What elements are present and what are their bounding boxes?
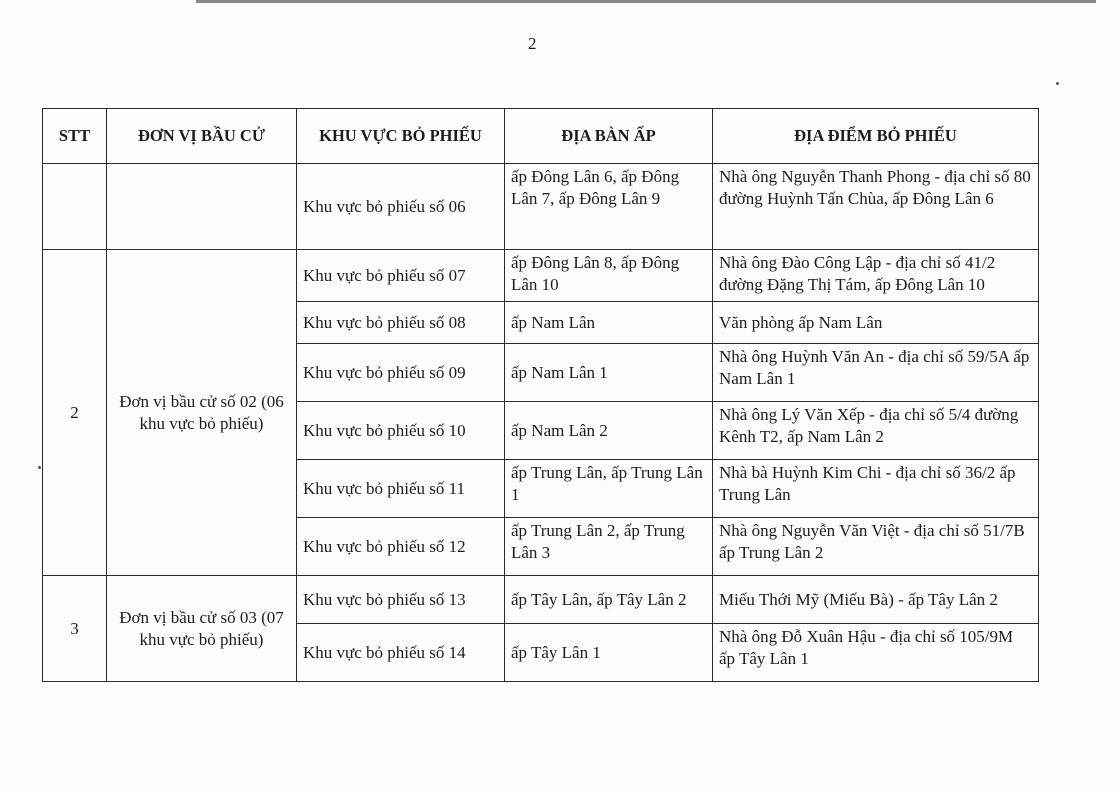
- header-stt: STT: [43, 109, 107, 164]
- cell-voting-area: Khu vực bỏ phiếu số 09: [297, 344, 505, 402]
- cell-stt: 3: [43, 576, 107, 682]
- table-row: [43, 250, 1039, 302]
- cell-stt: 2: [43, 250, 107, 576]
- cell-election-unit: Đơn vị bầu cử số 02 (06 khu vực bỏ phiếu): [107, 250, 297, 576]
- cell-hamlet: ấp Nam Lân 1: [505, 344, 713, 402]
- cell-voting-area: Khu vực bỏ phiếu số 07: [297, 250, 505, 302]
- table-header-row: [43, 109, 1039, 164]
- page-number: 2: [528, 34, 537, 53]
- scan-speck: [38, 466, 41, 469]
- cell-voting-location: Nhà ông Nguyễn Thanh Phong - địa chỉ số 80 đường Huỳnh Tấn Chùa, ấp Đông Lân 6: [713, 164, 1039, 250]
- cell-hamlet: ấp Đông Lân 8, ấp Đông Lân 10: [505, 250, 713, 302]
- cell-election-unit: Đơn vị bầu cử số 03 (07 khu vực bỏ phiếu): [107, 576, 297, 682]
- cell-voting-location: Nhà bà Huỳnh Kim Chi - địa chỉ số 36/2 ấp Trung Lân: [713, 460, 1039, 518]
- cell-voting-area: Khu vực bỏ phiếu số 14: [297, 624, 505, 682]
- cell-hamlet: ấp Nam Lân 2: [505, 402, 713, 460]
- cell-hamlet: ấp Tây Lân 1: [505, 624, 713, 682]
- header-hamlet: ĐỊA BÀN ẤP: [505, 109, 713, 164]
- cell-hamlet: ấp Trung Lân 2, ấp Trung Lân 3: [505, 518, 713, 576]
- cell-voting-area: Khu vực bỏ phiếu số 10: [297, 402, 505, 460]
- cell-voting-location: Nhà ông Lý Văn Xếp - địa chỉ số 5/4 đường Kênh T2, ấp Nam Lân 2: [713, 402, 1039, 460]
- cell-hamlet: ấp Nam Lân: [505, 302, 713, 344]
- cell-voting-area: Khu vực bỏ phiếu số 11: [297, 460, 505, 518]
- cell-voting-location: Nhà ông Đỗ Xuân Hậu - địa chỉ số 105/9M ấp Tây Lân 1: [713, 624, 1039, 682]
- cell-voting-area: Khu vực bỏ phiếu số 06: [297, 164, 505, 250]
- cell-voting-area: Khu vực bỏ phiếu số 08: [297, 302, 505, 344]
- cell-voting-location: Nhà ông Nguyễn Văn Việt - địa chỉ số 51/7B ấp Trung Lân 2: [713, 518, 1039, 576]
- cell-hamlet: ấp Đông Lân 6, ấp Đông Lân 7, ấp Đông Lân 9: [505, 164, 713, 250]
- scan-edge-line: [196, 0, 1096, 3]
- polling-station-table: [42, 108, 1039, 682]
- cell-voting-area: Khu vực bỏ phiếu số 13: [297, 576, 505, 624]
- table-row: [43, 164, 1039, 250]
- cell-voting-location: Văn phòng ấp Nam Lân: [713, 302, 1039, 344]
- cell-voting-location: Nhà ông Đào Công Lập - địa chỉ số 41/2 đường Đặng Thị Tám, ấp Đông Lân 10: [713, 250, 1039, 302]
- cell-voting-location: Nhà ông Huỳnh Văn An - địa chỉ số 59/5A ấp Nam Lân 1: [713, 344, 1039, 402]
- header-election-unit: ĐƠN VỊ BẦU CỬ: [107, 109, 297, 164]
- header-voting-area: KHU VỰC BỎ PHIẾU: [297, 109, 505, 164]
- cell-voting-location: Miếu Thới Mỹ (Miếu Bà) - ấp Tây Lân 2: [713, 576, 1039, 624]
- cell-hamlet: ấp Tây Lân, ấp Tây Lân 2: [505, 576, 713, 624]
- cell-hamlet: ấp Trung Lân, ấp Trung Lân 1: [505, 460, 713, 518]
- cell-voting-area: Khu vực bỏ phiếu số 12: [297, 518, 505, 576]
- cell-stt: [43, 164, 107, 250]
- header-voting-location: ĐỊA ĐIỂM BỎ PHIẾU: [713, 109, 1039, 164]
- table-row: [43, 576, 1039, 624]
- scan-speck: [1056, 82, 1059, 85]
- cell-election-unit: [107, 164, 297, 250]
